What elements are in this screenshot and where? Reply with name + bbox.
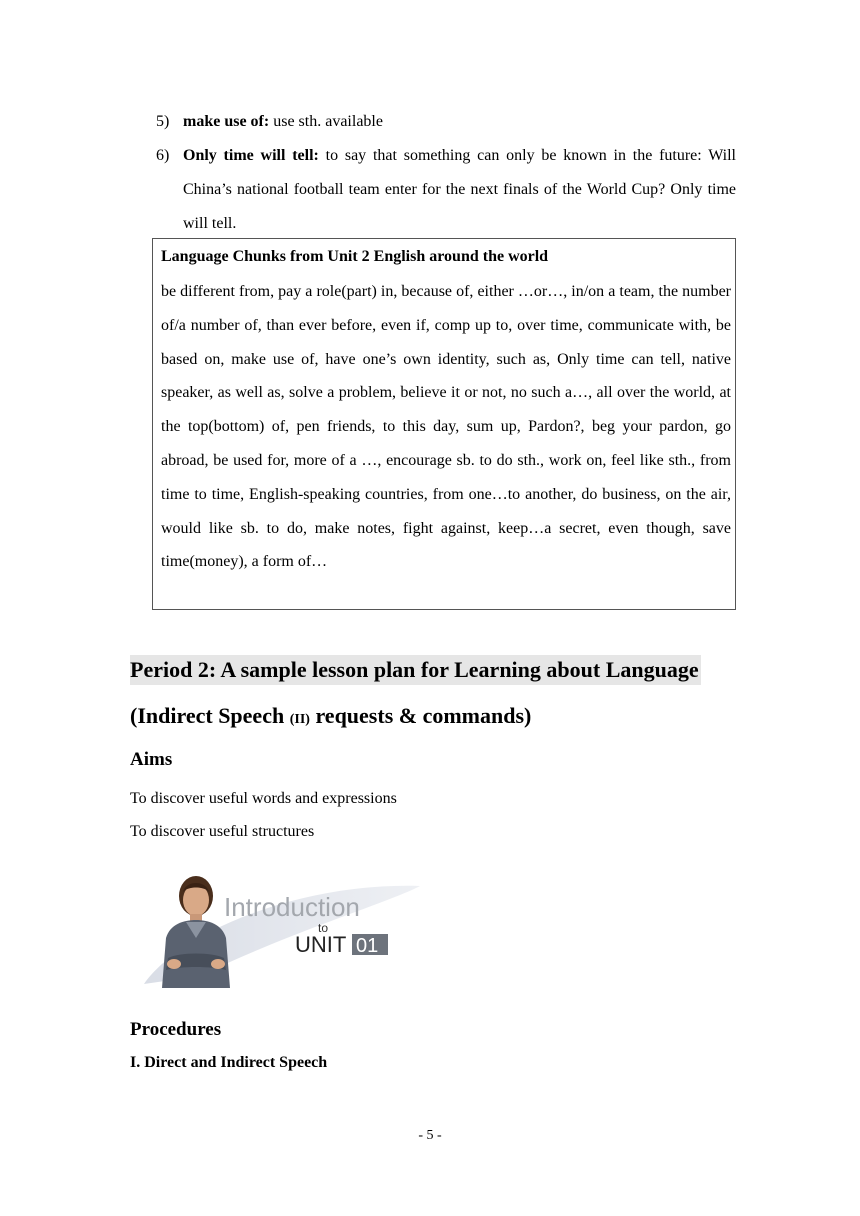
aims-heading: Aims: [130, 749, 173, 770]
intro-word: Introduction: [224, 892, 360, 922]
box-title: Language Chunks from Unit 2 English around the world: [161, 248, 549, 265]
period-heading-numeral: (II): [289, 712, 310, 727]
list-item-5: [156, 105, 736, 139]
person-illustration: [162, 876, 230, 988]
intro-to: to: [318, 921, 329, 935]
box-body: be different from, pay a role(part) in, because of, either …or…, in/on a team, the number of/a number of, than ever before, even if, comp up to, over time, communicate with, be based on, make use of, have one’s own identity, such as, Only time can tell, native speaker, as well as, solve a problem, believe it or not, no such a…, all over the world, at the top(bottom) of, pen friends, to this day, sum up, Pardon?, beg your pardon, go abroad, be used for, more of a …, encourage sb. to do sth., work on, feel like sth., from time to time, English-speaking countries, from one…to another, do business, on the air, would like sb. to do, make notes, fight against, keep…a secret, even though, save time(money), a form of…: [161, 283, 731, 571]
aims-item: To discover useful words and expressions: [130, 790, 397, 807]
language-chunks-box: [152, 238, 736, 610]
list-definition: use sth. available: [269, 113, 383, 130]
list-number: 6): [156, 147, 170, 164]
introduction-unit-graphic: [140, 872, 430, 992]
period-heading-line1: Period 2: A sample lesson plan for Learning about Language: [130, 655, 701, 685]
list-term: make use of:: [183, 113, 270, 130]
page-number: - 5 -: [418, 1128, 442, 1143]
list-definition: to say that something can only be known in the future: Will China’s national football team enter for the next finals of the World Cup? Only time will tell.: [183, 147, 737, 232]
list-term: Only time will tell:: [183, 147, 319, 164]
procedures-subheading: I. Direct and Indirect Speech: [130, 1054, 328, 1071]
aims-item: To discover useful structures: [130, 823, 315, 840]
intro-unit: UNIT: [295, 932, 347, 957]
period-heading-text: (Indirect Speech: [130, 703, 290, 728]
period-heading-text-end: requests & commands): [309, 703, 532, 728]
intro-unit-number: 01: [356, 935, 379, 957]
procedures-heading: Procedures: [130, 1019, 222, 1040]
list-number: 5): [156, 113, 170, 130]
list-item-6: [156, 139, 736, 241]
period-heading-line2: [130, 701, 531, 735]
